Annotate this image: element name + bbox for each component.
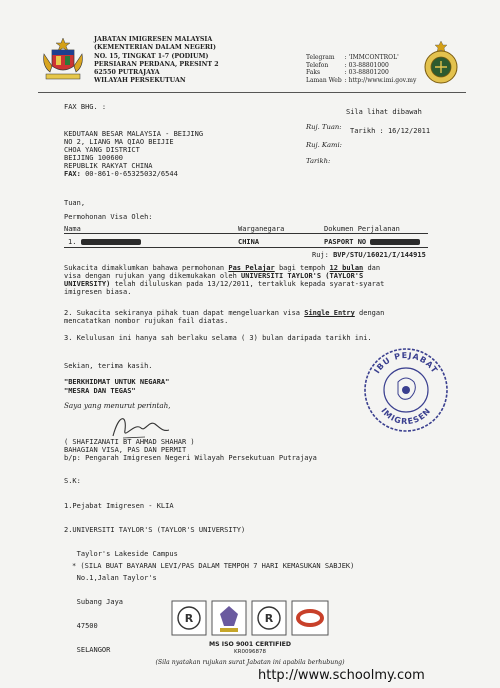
signatory-block	[64, 438, 317, 462]
ruj-kami-label: Ruj. Kami:	[306, 141, 342, 149]
col-header-nationality: Warganegara	[238, 225, 285, 233]
fax-line	[64, 170, 203, 178]
university-name: UNIVERSITI TAYLOR'S (TAYLOR'S	[241, 272, 364, 280]
contact-value: : 03-88801200	[344, 69, 389, 77]
fax-label: FAX:	[64, 170, 81, 178]
coat-of-arms-icon	[38, 36, 88, 82]
svg-text:IBU PEJABAT	[372, 351, 439, 375]
signatory-name: ( SHAFIZANATI BT AHMAD SHAHAR )	[64, 438, 195, 446]
department-stamp	[362, 346, 450, 434]
fax-number: 00-861-0-65325032/6544	[85, 170, 178, 178]
address-line: BEIJING 100600	[64, 154, 124, 162]
date-value: 16/12/2011	[387, 127, 431, 135]
para-text: imigresen biasa.	[64, 288, 132, 296]
signatory-on-behalf: b/p: Pengarah Imigresen Negeri Wilayah Persekutuan Putrajaya	[64, 454, 317, 462]
ruj-value: BVP/STU/16021/I/144915	[333, 251, 426, 259]
letterhead	[94, 36, 219, 86]
tarikh-label: Tarikh:	[306, 157, 331, 165]
passport-cell	[324, 238, 420, 246]
contact-label: Laman Web	[306, 76, 342, 84]
letterhead-line: WILAYAH PERSEKUTUAN	[94, 77, 186, 85]
iso-cert-logo-1	[172, 601, 206, 635]
row-number: 1.	[68, 238, 77, 246]
cc-item: Taylor's Lakeside Campus	[64, 550, 178, 558]
motto-2: "MESRA DAN TEGAS"	[64, 387, 136, 395]
ruj-tuan-label: Ruj. Tuan:	[306, 123, 342, 131]
letterhead-line: (KEMENTERIAN DALAM NEGERI)	[94, 44, 216, 52]
letterhead-line: NO. 15, TINGKAT 1-7 (PODIUM)	[94, 52, 209, 60]
entry-type: Single Entry	[304, 309, 355, 317]
recipient-address	[64, 130, 203, 178]
para-text: bagi tempoh	[278, 264, 326, 272]
standards-logo	[292, 601, 328, 635]
footer-note: (Sila nyatakan rujukan surat Jabatan ini apabila berhubung)	[155, 659, 345, 666]
para-text: 2. Sukacita sekiranya pihak tuan dapat mengeluarkan visa	[64, 309, 301, 317]
reference-line	[312, 251, 426, 259]
cc-label: S.K:	[64, 477, 81, 485]
closing: Sekian, terima kasih.	[64, 362, 153, 370]
paragraph-1	[64, 264, 384, 296]
address-line: NO 2, LIANG MA QIAO BEIJIE	[64, 138, 174, 146]
subject-line: Permohonan Visa Oleh:	[64, 213, 153, 221]
cc-item: 47500	[64, 622, 98, 630]
signatory-division: BAHAGIAN VISA, PAS DAN PERMIT	[64, 446, 187, 454]
fax-department-label: FAX BHG. :	[64, 103, 107, 111]
watermark-url: http://www.schoolmy.com	[258, 668, 425, 683]
iso-certified-text: MS ISO 9001 CERTIFIED	[209, 641, 291, 648]
letterhead-line: JABATAN IMIGRESEN MALAYSIA	[94, 36, 213, 43]
contact-value: : 'IMMCONTROL'	[344, 54, 399, 61]
svg-text:IMIGRESEN	[379, 406, 432, 426]
cc-item: 1.Pejabat Imigresen - KLIA	[64, 502, 174, 510]
address-line: REPUBLIK RAKYAT CHINA	[64, 162, 153, 170]
contact-value: : 03-88801000	[344, 61, 389, 69]
motto-1: "BERKHIDMAT UNTUK NEGARA"	[64, 378, 170, 386]
letterhead-line: PERSIARAN PERDANA, PRESINT 2	[94, 60, 219, 68]
passport-label: PASPORT NO	[324, 238, 367, 246]
contact-label: Faks	[306, 69, 321, 77]
contact-label: Telegram	[306, 54, 335, 61]
date-line	[350, 127, 430, 135]
order-line: Saya yang menurut perintah,	[64, 401, 171, 410]
salutation: Tuan,	[64, 199, 86, 207]
see-below-note: Sila lihat dibawah	[346, 108, 422, 116]
cc-item: Subang Jaya	[64, 598, 124, 606]
immigration-seal-icon	[420, 40, 462, 86]
address-line: CHOA YANG DISTRICT	[64, 146, 140, 154]
cc-item: No.1,Jalan Taylor's	[64, 574, 157, 582]
para-text: visa dengan rujukan yang dikemukakan oleh	[64, 272, 237, 280]
letterhead-line: 62550 PUTRAJAYA	[94, 69, 160, 77]
para-text: mencatatkan nombor rujukan fail diatas.	[64, 317, 229, 325]
stamp-top-text: IBU PEJABAT	[372, 350, 440, 376]
pass-type: Pas Pelajar	[228, 264, 275, 272]
contact-value: : http://www.imi.gov.my	[344, 76, 417, 84]
contact-block	[306, 54, 419, 84]
date-label: Tarikh :	[350, 127, 384, 135]
col-header-name: Nama	[64, 225, 81, 233]
para-text: Sukacita dimaklumkan bahawa permohonan	[64, 264, 225, 272]
ukas-logo	[212, 601, 246, 635]
ruj-label: Ruj:	[312, 251, 329, 259]
table-row	[68, 238, 141, 246]
certification-logos	[170, 598, 330, 638]
para-text: telah diluluskan pada 13/12/2011, tertakluk kepada syarat-syarat	[114, 280, 385, 288]
redacted-passport	[370, 239, 420, 245]
nationality-value: CHINA	[238, 238, 260, 246]
address-line: KEDUTAAN BESAR MALAYSIA - BEIJING	[64, 130, 204, 138]
university-name-cont: UNIVERSITY)	[64, 280, 111, 288]
svg-text:R: R	[184, 612, 194, 625]
para-text: dan	[367, 264, 381, 272]
paragraph-3: 3. Kelulusan ini hanya sah berlaku selama ( 3) bulan daripada tarikh ini.	[64, 334, 372, 342]
paragraph-2	[64, 309, 384, 325]
cc-item: 2.UNIVERSITI TAYLOR'S (TAYLOR'S UNIVERSITY)	[64, 526, 246, 534]
iso-cert-logo-2	[252, 601, 286, 635]
cc-item: SELANGOR	[64, 646, 111, 654]
iso-number: KR0096878	[234, 649, 266, 655]
duration: 12 bulan	[329, 264, 364, 272]
contact-label: Telefon	[306, 61, 329, 69]
stamp-bottom-text: IMIGRESEN	[379, 406, 433, 427]
redacted-name	[81, 239, 141, 245]
levy-note: * (SILA BUAT BAYARAN LEVI/PAS DALAM TEMPOH 7 HARI KEMASUKAN SABJEK)	[72, 562, 355, 570]
svg-text:R: R	[264, 612, 274, 625]
para-text: dengan	[359, 309, 385, 317]
col-header-travel-document: Dokumen Perjalanan	[324, 225, 400, 233]
